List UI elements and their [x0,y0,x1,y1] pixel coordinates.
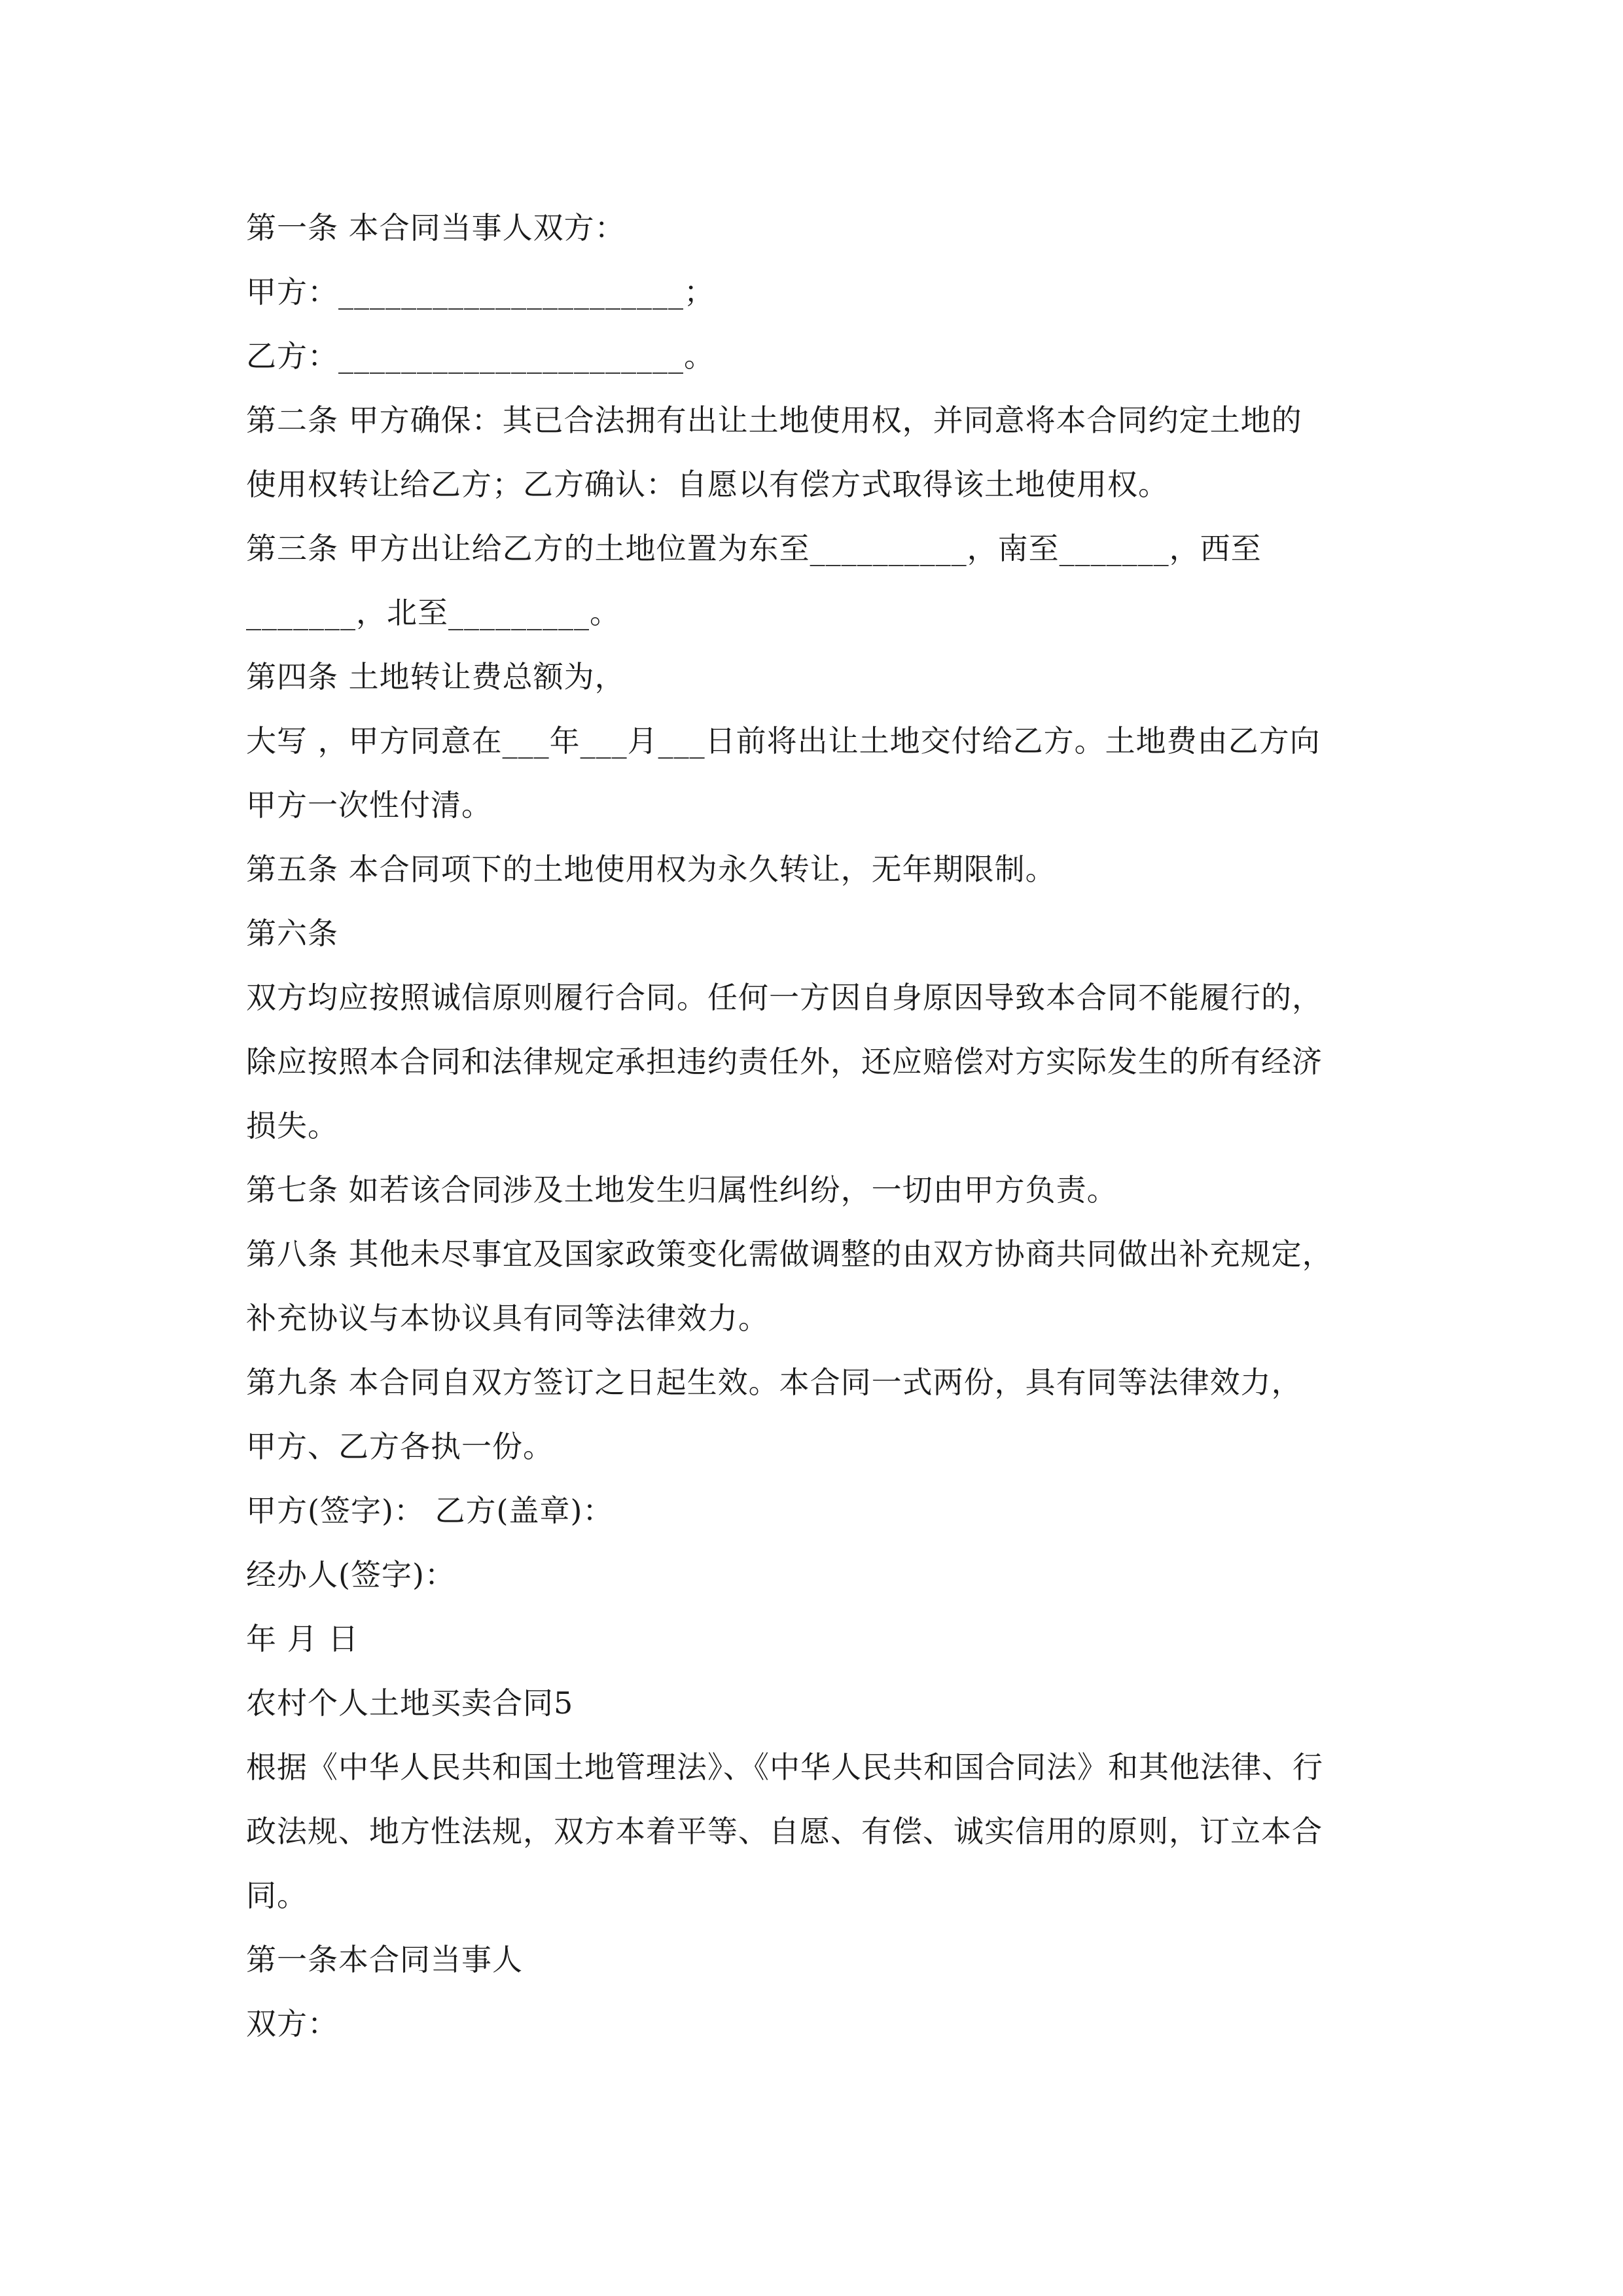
signature-line: 甲方(签字)： 乙方(盖章)： [246,1493,614,1528]
article-2-line-2: 使用权转让给乙方；乙方确认：自愿以有偿方式取得该土地使用权。 [246,467,1169,502]
date-line: 年 月 日 [246,1621,359,1657]
party-a-field: 甲方：______________________； [246,274,715,310]
article-5: 第五条 本合同项下的土地使用权为永久转让，无年期限制。 [246,852,1056,887]
article-8-line-1: 第八条 其他未尽事宜及国家政策变化需做调整的由双方协商共同做出补充规定， [246,1236,1333,1272]
contract-5-article-1: 第一条本合同当事人 [246,1942,523,1977]
article-6-line-1: 双方均应按照诚信原则履行合同。任何一方因自身原因导致本合同不能履行的， [246,980,1323,1015]
article-3-line-1: 第三条 甲方出让给乙方的土地位置为东至__________，南至_______，西至 [246,531,1262,566]
article-6-line-3: 损失。 [246,1108,338,1143]
preamble-line-2: 政法规、地方性法规，双方本着平等、自愿、有偿、诚实信用的原则，订立本合 [246,1814,1323,1849]
article-8-line-2: 补充协议与本协议具有同等法律效力。 [246,1300,769,1336]
contract-5-title: 农村个人土地买卖合同5 [246,1685,574,1721]
preamble-line-1: 根据《中华人民共和国土地管理法》、《中华人民共和国合同法》和其他法律、行 [246,1749,1323,1785]
article-6-heading: 第六条 [246,916,338,951]
article-9-line-2: 甲方、乙方各执一份。 [246,1429,554,1464]
party-b-field: 乙方：______________________。 [246,338,715,374]
article-4-line-2: 甲方一次性付清。 [246,787,492,823]
preamble-line-3: 同。 [246,1878,308,1913]
article-7: 第七条 如若该合同涉及土地发生归属性纠纷，一切由甲方负责。 [246,1172,1118,1208]
article-4-heading: 第四条 土地转让费总额为， [246,659,626,694]
article-2-line-1: 第二条 甲方确保：其已合法拥有出让土地使用权，并同意将本合同约定土地的 [246,403,1302,438]
article-3-line-2: _______，北至_________。 [246,595,620,630]
article-4-line-1: 大写 ，甲方同意在___年___月___日前将出让土地交付给乙方。土地费由乙方向 [246,723,1321,759]
handler-signature-line: 经办人(签字)： [246,1557,455,1592]
article-9-line-1: 第九条 本合同自双方签订之日起生效。本合同一式两份，具有同等法律效力， [246,1365,1302,1400]
article-6-line-2: 除应按照本合同和法律规定承担违约责任外，还应赔偿对方实际发生的所有经济 [246,1044,1323,1079]
contract-5-parties: 双方： [246,2006,338,2041]
article-1-heading: 第一条 本合同当事人双方： [246,210,626,245]
